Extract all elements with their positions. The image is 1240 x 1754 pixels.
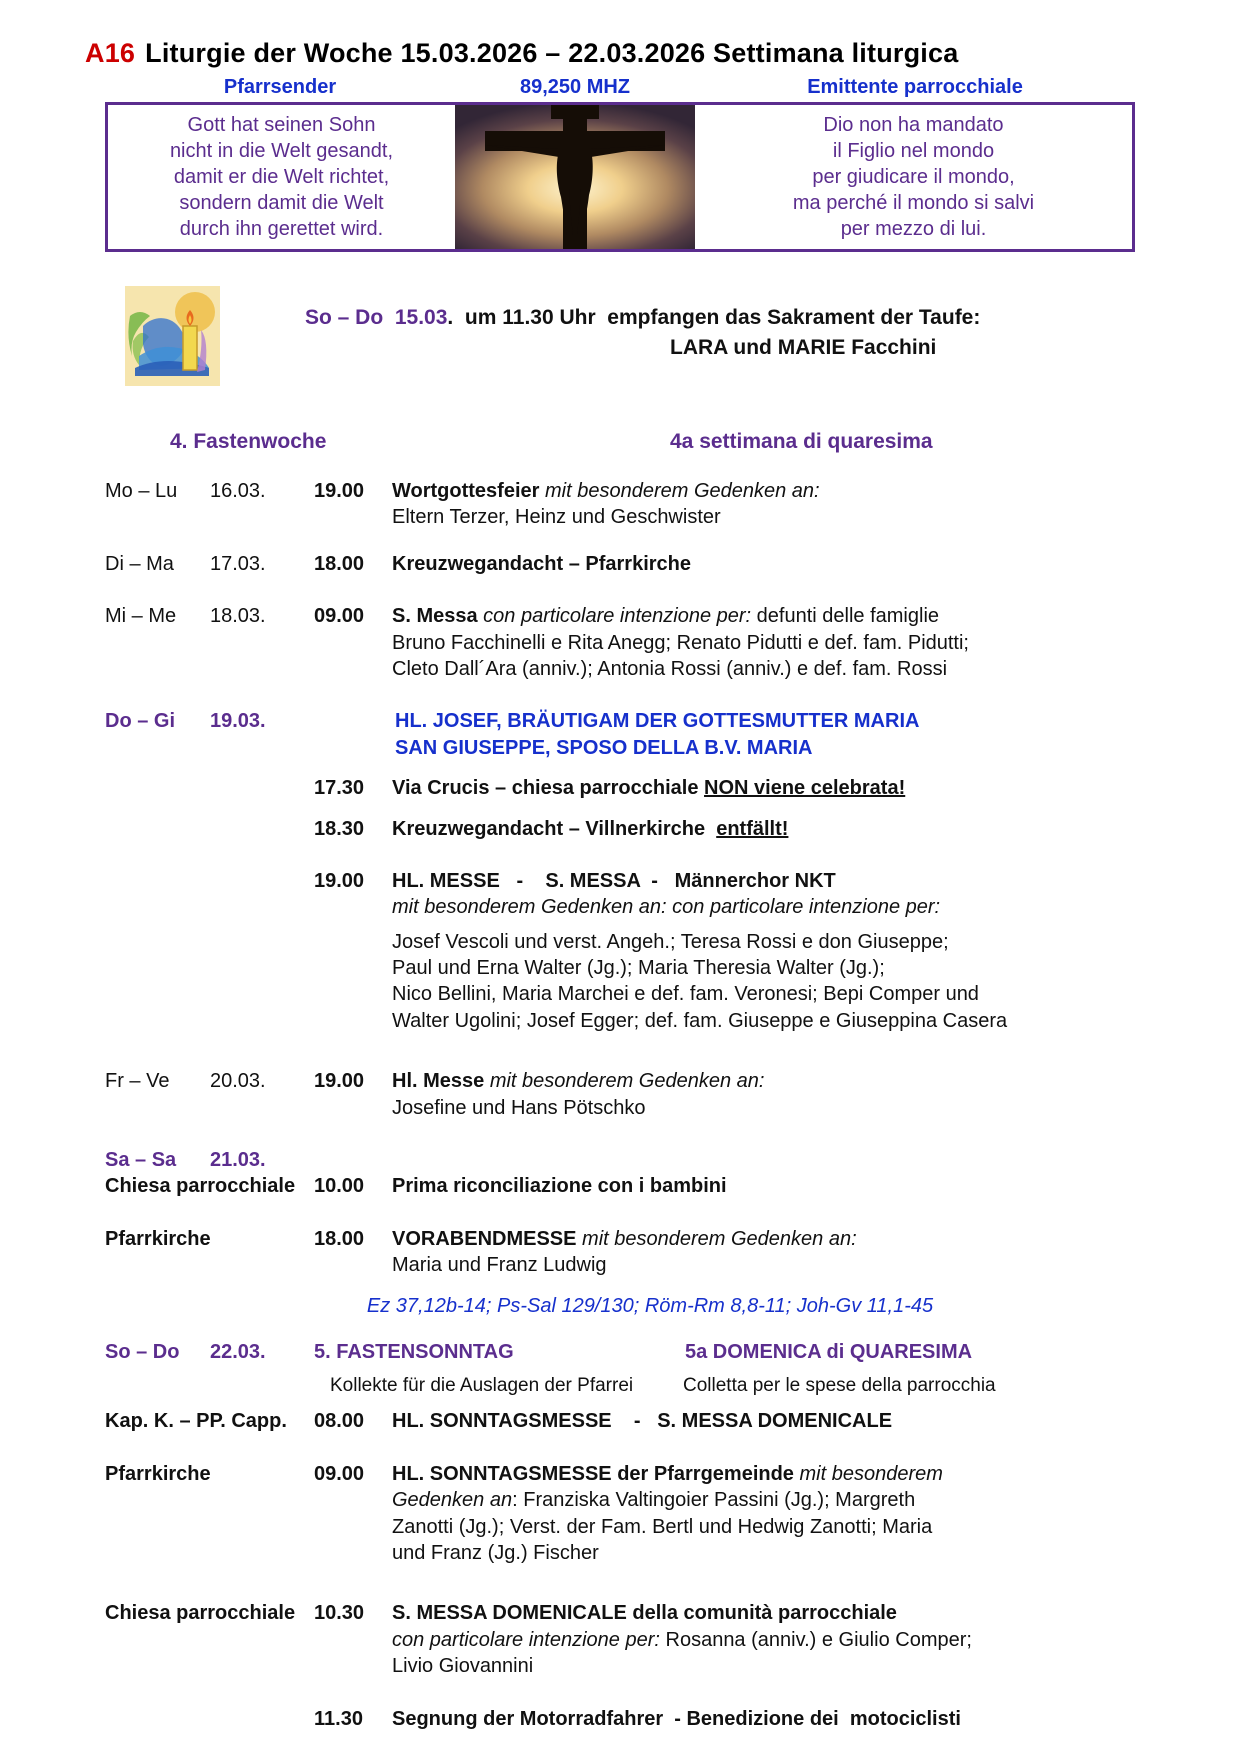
schedule-continuation — [105, 1008, 1135, 1034]
event-title: Hl. Messe — [392, 1070, 490, 1093]
subheader-frequency: 89,250 MHZ — [519, 75, 631, 98]
intention-names: Paul und Erna Walter (Jg.); Maria Theresia Walter (Jg.); — [392, 957, 885, 980]
sunday-readings — [105, 1293, 1135, 1319]
time-label: 18.00 — [314, 1227, 365, 1250]
schedule-subrow-1800 — [105, 1226, 1135, 1252]
schedule-row-wednesday — [105, 603, 1135, 629]
intention-names: Walter Ugolini; Josef Egger; def. fam. Giuseppe e Giuseppina Casera — [392, 1009, 1008, 1032]
intention-names: Zanotti (Jg.); Verst. der Fam. Bertl und Hedwig Zanotti; Maria — [392, 1515, 933, 1538]
schedule-continuation — [105, 1487, 1135, 1513]
time-label: 09.00 — [314, 605, 365, 628]
event-intention-intro: con particolare intenzione per: — [392, 1628, 666, 1651]
intention-names: Maria und Franz Ludwig — [392, 1254, 607, 1277]
place-label: Chiesa parrocchiale — [105, 1602, 296, 1625]
intention-names: Rosanna (anniv.) e Giulio Comper; — [665, 1628, 972, 1651]
schedule-continuation — [105, 1540, 1135, 1566]
baptism-text — [305, 304, 980, 390]
place-label: Pfarrkirche — [105, 1227, 211, 1250]
date-label: 18.03. — [210, 605, 266, 628]
date-label: 16.03. — [210, 480, 266, 503]
baptism-candle-icon — [125, 286, 220, 386]
feast-title-italian: 5a DOMENICA di QUARESIMA — [685, 1341, 973, 1363]
gospel-de-line: Gott hat seinen Sohn — [187, 114, 376, 137]
time-label: 19.00 — [314, 869, 365, 892]
schedule-subrow-1130 — [105, 1706, 1135, 1732]
schedule-subrow-1830 — [105, 816, 1135, 842]
schedule-row-thursday — [105, 708, 1135, 761]
intention-names: Josef Vescoli und verst. Angeh.; Teresa Rossi e don Giuseppe; — [392, 930, 949, 953]
crucifix-image — [455, 105, 695, 249]
gospel-de-line: damit er die Welt richtet, — [173, 166, 390, 189]
gospel-it-line: ma perché il mondo si salvi — [792, 192, 1035, 215]
schedule-continuation — [105, 656, 1135, 682]
date-label: 19.03. — [210, 710, 266, 733]
collection-german: Kollekte für die Auslagen der Pfarrei — [330, 1375, 634, 1397]
gospel-text-italian — [695, 105, 1132, 249]
time-label: 11.30 — [314, 1707, 363, 1730]
time-label: 09.00 — [314, 1462, 365, 1485]
event-title: HL. SONNTAGSMESSE der Pfarrgemeinde — [392, 1462, 800, 1485]
place-label: Chiesa parrocchiale — [105, 1175, 296, 1198]
event-title: S. MESSA DOMENICALE della comunità parrocchiale — [392, 1602, 897, 1625]
time-label: 18.00 — [314, 552, 365, 575]
schedule-subrow-1000 — [105, 1173, 1135, 1199]
readings-text: Ez 37,12b-14; Ps-Sal 129/130; Röm-Rm 8,8-11; Joh-Gv 11,1-45 — [366, 1294, 934, 1317]
schedule-continuation — [105, 955, 1135, 981]
day-label: Do – Gi — [105, 710, 176, 733]
baptism-line1: . um 11.30 Uhr empfangen das Sakrament der Taufe: — [447, 306, 981, 330]
event-intention-intro: mit besonderem Gedenken an: con particolare intenzione per: — [392, 896, 941, 919]
day-label: Fr – Ve — [105, 1070, 170, 1093]
intention-names: Nico Bellini, Maria Marchei e def. fam. Veronesi; Bepi Comper und — [392, 983, 979, 1006]
event-intention-intro: mit besonderem Gedenken an: — [544, 480, 820, 503]
time-label: 19.00 — [314, 480, 365, 503]
schedule-row-monday — [105, 478, 1135, 504]
event-title: VORABENDMESSE — [392, 1227, 583, 1250]
day-label: Sa – Sa — [105, 1149, 177, 1172]
schedule-continuation — [105, 981, 1135, 1007]
page-code: A16 — [85, 38, 136, 68]
gospel-de-line: nicht in die Welt gesandt, — [169, 140, 394, 163]
schedule-continuation — [105, 929, 1135, 955]
schedule-row-tuesday — [105, 551, 1135, 577]
date-label: 17.03. — [210, 552, 266, 575]
event-title: Prima riconciliazione con i bambini — [392, 1175, 727, 1198]
day-label: Mo – Lu — [105, 480, 178, 503]
time-label: 18.30 — [314, 817, 365, 840]
event-intention-intro: con particolare intenzione per: — [483, 605, 757, 628]
event-intention-intro: mit besonderem — [799, 1462, 943, 1485]
event-title: Segnung der Motorradfahrer - Benedizione dei motociclisti — [392, 1707, 961, 1730]
schedule-subrow-1900 — [105, 868, 1135, 921]
event-cancelled-note: NON viene celebrata! — [704, 777, 906, 800]
crucifix-silhouette-icon — [455, 105, 695, 249]
time-label: 10.00 — [314, 1175, 365, 1198]
schedule-row-saturday — [105, 1147, 1135, 1173]
event-title: HL. MESSE - S. MESSA - Männerchor NKT — [392, 869, 836, 892]
date-label: 20.03. — [210, 1070, 266, 1093]
week-heading — [105, 428, 1135, 456]
schedule-continuation — [105, 504, 1135, 530]
gospel-text-german — [108, 105, 455, 249]
time-label: 17.30 — [314, 777, 365, 800]
gospel-it-line: il Figlio nel mondo — [832, 140, 995, 163]
feast-title-german: HL. JOSEF, BRÄUTIGAM DER GOTTESMUTTER MARIA — [395, 710, 920, 733]
page-title-text: Liturgie der Woche 15.03.2026 – 22.03.2026 Settimana liturgica — [145, 38, 959, 68]
week-heading-italian: 4a settimana di quaresima — [670, 430, 933, 454]
event-intention-intro: mit besonderem Gedenken an: — [489, 1070, 765, 1093]
schedule-subrow-0900 — [105, 1461, 1135, 1487]
date-label: 22.03. — [210, 1341, 266, 1363]
place-label: Kap. K. – PP. Capp. — [105, 1410, 287, 1433]
schedule-continuation — [105, 1514, 1135, 1540]
schedule-continuation — [105, 1653, 1135, 1679]
schedule-row-sunday — [105, 1339, 1135, 1365]
event-title: Via Crucis – chiesa parrocchiale — [392, 777, 705, 800]
gospel-quote-box — [105, 102, 1135, 252]
time-label: 19.00 — [314, 1070, 365, 1093]
day-label: So – Do — [105, 1341, 180, 1363]
feast-title-german: 5. FASTENSONNTAG — [314, 1341, 514, 1363]
intention-names: Cleto Dall´Ara (anniv.); Antonia Rossi (anniv.) e def. fam. Rossi — [392, 657, 948, 680]
liturgy-schedule — [105, 478, 1135, 1732]
schedule-continuation — [105, 1252, 1135, 1278]
event-title: Kreuzwegandacht – Villnerkirche — [392, 817, 717, 840]
day-label: Mi – Me — [105, 605, 177, 628]
subheader-pfarrsender: Pfarrsender — [223, 75, 337, 98]
date-label: 21.03. — [210, 1149, 266, 1172]
collection-italian: Colletta per le spese della parrocchia — [683, 1375, 996, 1397]
gospel-it-line: Dio non ha mandato — [823, 114, 1004, 137]
intention-names: Eltern Terzer, Heinz und Geschwister — [392, 506, 721, 529]
event-title: Kreuzwegandacht – Pfarrkirche — [392, 552, 691, 575]
schedule-subrow-0800 — [105, 1408, 1135, 1434]
schedule-continuation — [105, 1095, 1135, 1121]
gospel-it-line: per mezzo di lui. — [840, 218, 987, 241]
schedule-row-friday — [105, 1068, 1135, 1094]
intention-names: Bruno Facchinelli e Rita Anegg; Renato Pidutti e def. fam. Pidutti; — [392, 631, 969, 654]
event-intention-intro: Gedenken an — [392, 1489, 513, 1512]
day-label: Di – Ma — [105, 552, 174, 575]
event-title: Wortgottesfeier — [392, 480, 545, 503]
baptism-names: LARA und MARIE Facchini — [670, 335, 937, 359]
time-label: 08.00 — [314, 1410, 365, 1433]
intention-names: Livio Giovannini — [392, 1655, 534, 1678]
event-title: S. Messa — [392, 605, 484, 628]
time-label: 10.30 — [314, 1602, 365, 1625]
radio-subheader — [105, 74, 1135, 100]
intention-names: Josefine und Hans Pötschko — [392, 1096, 646, 1119]
collection-note — [105, 1373, 1135, 1400]
schedule-continuation — [105, 1627, 1135, 1653]
week-heading-german: 4. Fastenwoche — [170, 430, 327, 454]
page-title — [85, 36, 1135, 72]
schedule-subrow-1030 — [105, 1600, 1135, 1626]
gospel-it-line: per giudicare il mondo, — [812, 166, 1015, 189]
baptism-announcement — [105, 286, 1135, 390]
place-label: Pfarrkirche — [105, 1462, 211, 1485]
intention-names: und Franz (Jg.) Fischer — [392, 1541, 599, 1564]
schedule-subrow-1730 — [105, 775, 1135, 801]
event-intention-intro: mit besonderem Gedenken an: — [582, 1227, 857, 1250]
intention-names: : Franziska Valtingoier Passini (Jg.); Margreth — [512, 1489, 916, 1512]
gospel-de-line: sondern damit die Welt — [179, 192, 384, 215]
event-text: defunti delle famiglie — [756, 605, 940, 628]
feast-title-italian: SAN GIUSEPPE, SPOSO DELLA B.V. MARIA — [395, 736, 813, 759]
gospel-de-line: durch ihn gerettet wird. — [179, 218, 384, 241]
event-cancelled-note: entfällt! — [716, 817, 789, 840]
baptism-day-date: So – Do 15.03 — [305, 306, 448, 330]
schedule-continuation — [105, 630, 1135, 656]
event-title: HL. SONNTAGSMESSE - S. MESSA DOMENICALE — [392, 1410, 893, 1433]
subheader-emittente: Emittente parrocchiale — [807, 75, 1023, 98]
